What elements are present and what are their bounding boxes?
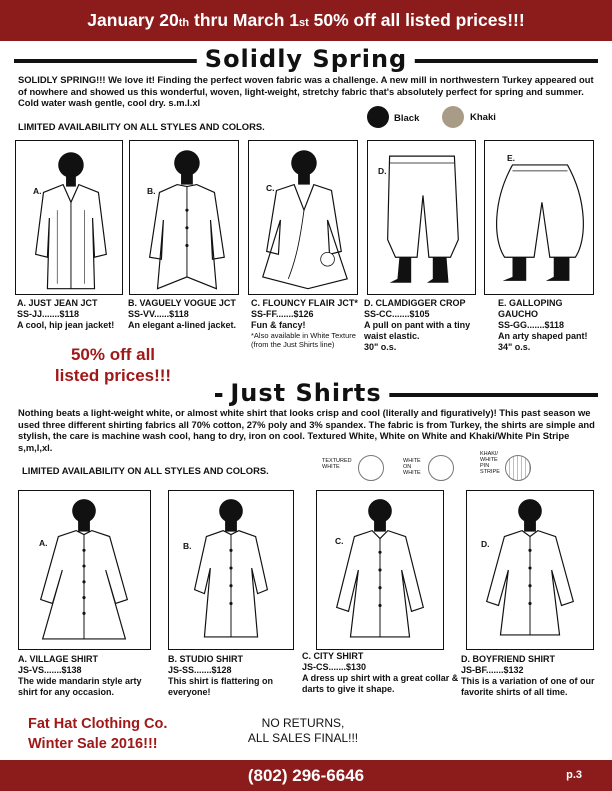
product-image-village-shirt [18,490,151,650]
product-image-vaguely-vogue-jacket [129,140,239,295]
product-image-boyfriend-shirt [466,490,594,650]
company-block [28,714,167,754]
item-name: A. VILLAGE SHIRT [18,654,99,664]
product-image-galloping-gaucho [484,140,594,295]
product-image-clamdigger-crop [367,140,476,295]
banner-text-c: 50% off all listed prices!!! [308,10,525,30]
item-price: SS-JJ.......$118 [17,309,80,319]
item-price: SS-CC.......$105 [364,309,430,319]
item-description: This shirt is flattering on everyone! [168,676,274,697]
spring-section-header [0,45,612,74]
shirt-icon [317,491,443,649]
fabric-label-line: WHITE [403,458,421,464]
pants-icon [368,141,475,294]
banner-sup-b: st [299,17,309,29]
shirt-icon [19,491,150,649]
item-name: B. STUDIO SHIRT [168,654,244,664]
item-price: JS-CS.......$130 [302,662,367,672]
panel-letter: C. [266,183,275,193]
banner-text-a: January 20 [87,10,179,30]
spring-description: SOLIDLY SPRING!!! We love it! Finding the perfect woven fabric was a challenge. A new mill in northwestern Turkey appeared out of nowhere and showed us this wonderful, woven, light-weight, stretchy fabric that's absolutely perfect for spring and summer. Cold water wash gentle, cool dry. s.m.l.xl [18,74,594,109]
item-description: A cool, hip jean jacket! [17,320,115,330]
promo-line-2: listed prices!!! [54,366,172,385]
fabric-label-khaki-white-pin-stripe [480,451,500,475]
spring-section-title: Solidly Spring [197,45,415,73]
item-description-size: 30" o.s. [364,342,397,352]
item-price: JS-BF.......$132 [461,665,524,675]
panel-letter: B. [183,541,192,551]
item-description: The wide mandarin style arty shirt for any occasion. [18,676,142,697]
jacket-icon [16,141,122,294]
banner-sup-a: th [178,17,190,29]
sale-banner [0,0,612,41]
pants-icon [485,141,593,294]
item-price: SS-FF.......$126 [251,309,314,319]
shirt-icon [467,491,593,649]
fabric-label-line: WHITE [480,457,498,463]
panel-letter: D. [378,166,387,176]
black-swatch-label: Black [394,113,420,124]
shirts-section-title: Just Shirts [222,379,389,407]
sale-name: Winter Sale 2016!!! [28,736,158,752]
shirt-icon [169,491,293,649]
spring-caption-e [498,298,598,353]
black-swatch [367,106,389,128]
returns-line-1: NO RETURNS, [261,716,345,730]
item-name: C. FLOUNCY FLAIR JCT* [251,298,358,308]
item-description: An arty shaped pant! 34" o.s. [498,331,588,352]
fabric-label-white-on-white [403,458,421,476]
page-number: p.3 [566,769,582,781]
khaki-swatch [442,106,464,128]
khaki-swatch-label: Khaki [470,112,496,123]
panel-letter: D. [481,539,490,549]
shirts-section-header [0,379,612,408]
footer-banner [0,760,612,791]
spring-limited-note: LIMITED AVAILABILITY ON ALL STYLES AND COLORS. [18,121,265,132]
returns-line-2: ALL SALES FINAL!!! [247,731,359,745]
company-name: Fat Hat Clothing Co. [28,716,168,732]
fabric-label-textured-white [322,458,352,470]
shirt-caption-d [461,654,607,698]
banner-text-b: thru March 1 [189,10,300,30]
shirt-caption-a [18,654,158,698]
item-price: JS-SS.......$128 [168,665,232,675]
item-name: B. VAGUELY VOGUE JCT [128,298,236,308]
panel-letter: E. [507,153,516,163]
item-price: SS-GG.......$118 [498,320,565,330]
returns-policy [233,716,373,746]
shirts-description: Nothing beats a light-weight white, or almost white shirt that looks crisp and cool (literally and figuratively)! This past season we used three different shirting fabrics all 70% cotton, 27% poly and 3% spandex. The fabric is from Turkey, the shirts are simple and stylish, the care is machine wash cool, hang to dry, iron on cool. Textured White, White on White and Khaki/White Pin Stripe s,m,l,xl. [18,407,595,453]
panel-letter: C. [335,536,344,546]
item-name: D. CLAMDIGGER CROP [364,298,466,308]
shirts-limited-note: LIMITED AVAILABILITY ON ALL STYLES AND COLORS. [22,465,269,476]
item-name: C. CITY SHIRT [302,651,364,661]
item-name: A. JUST JEAN JCT [17,298,98,308]
spring-caption-d [364,298,476,353]
product-image-just-jean-jacket [15,140,123,295]
item-description: An elegant a-lined jacket. [128,320,237,330]
panel-letter: A. [39,538,48,548]
item-description: This is a variation of one of our favorite shirts of all time. [461,676,595,697]
fabric-label-line: WHITE [403,470,421,476]
fabric-label-line: KHAKI/ [480,451,499,457]
shirt-caption-c [302,651,462,695]
item-price: JS-VS.......$138 [18,665,82,675]
jacket-icon [130,141,238,294]
fabric-label-line: PIN [480,463,490,469]
spring-caption-a [17,298,122,331]
spring-caption-c [251,298,359,349]
item-note: *Also available in White Texture (from the Just Shirts line) [251,331,356,349]
fabric-label-line: WHITE [322,464,340,470]
item-name: E. GALLOPING GAUCHO [498,298,563,319]
promo-callout [28,344,198,386]
fabric-label-line: STRIPE [480,469,500,475]
fabric-swatch-textured-white [358,455,384,481]
item-price: SS-VV......$118 [128,309,189,319]
promo-line-1: 50% off all [70,345,156,364]
fabric-label-line: ON [403,464,412,470]
shirt-caption-b [168,654,296,698]
item-description: A pull on pant with a tiny waist elastic. [364,320,471,341]
product-image-studio-shirt [168,490,294,650]
spring-caption-b [128,298,246,331]
panel-letter: B. [147,186,156,196]
product-image-flouncy-flair-jacket [248,140,358,295]
jacket-icon [249,141,357,294]
phone-number: (802) 296-6646 [247,766,365,785]
item-name: D. BOYFRIEND SHIRT [461,654,556,664]
product-image-city-shirt [316,490,444,650]
item-description: A dress up shirt with a great collar & darts to give it shape. [302,673,459,694]
item-description: Fun & fancy! [251,320,306,330]
panel-letter: A. [33,186,42,196]
fabric-swatch-khaki-white-pin-stripe [505,455,531,481]
fabric-swatch-white-on-white [428,455,454,481]
fabric-label-line: TEXTURED [322,458,352,464]
